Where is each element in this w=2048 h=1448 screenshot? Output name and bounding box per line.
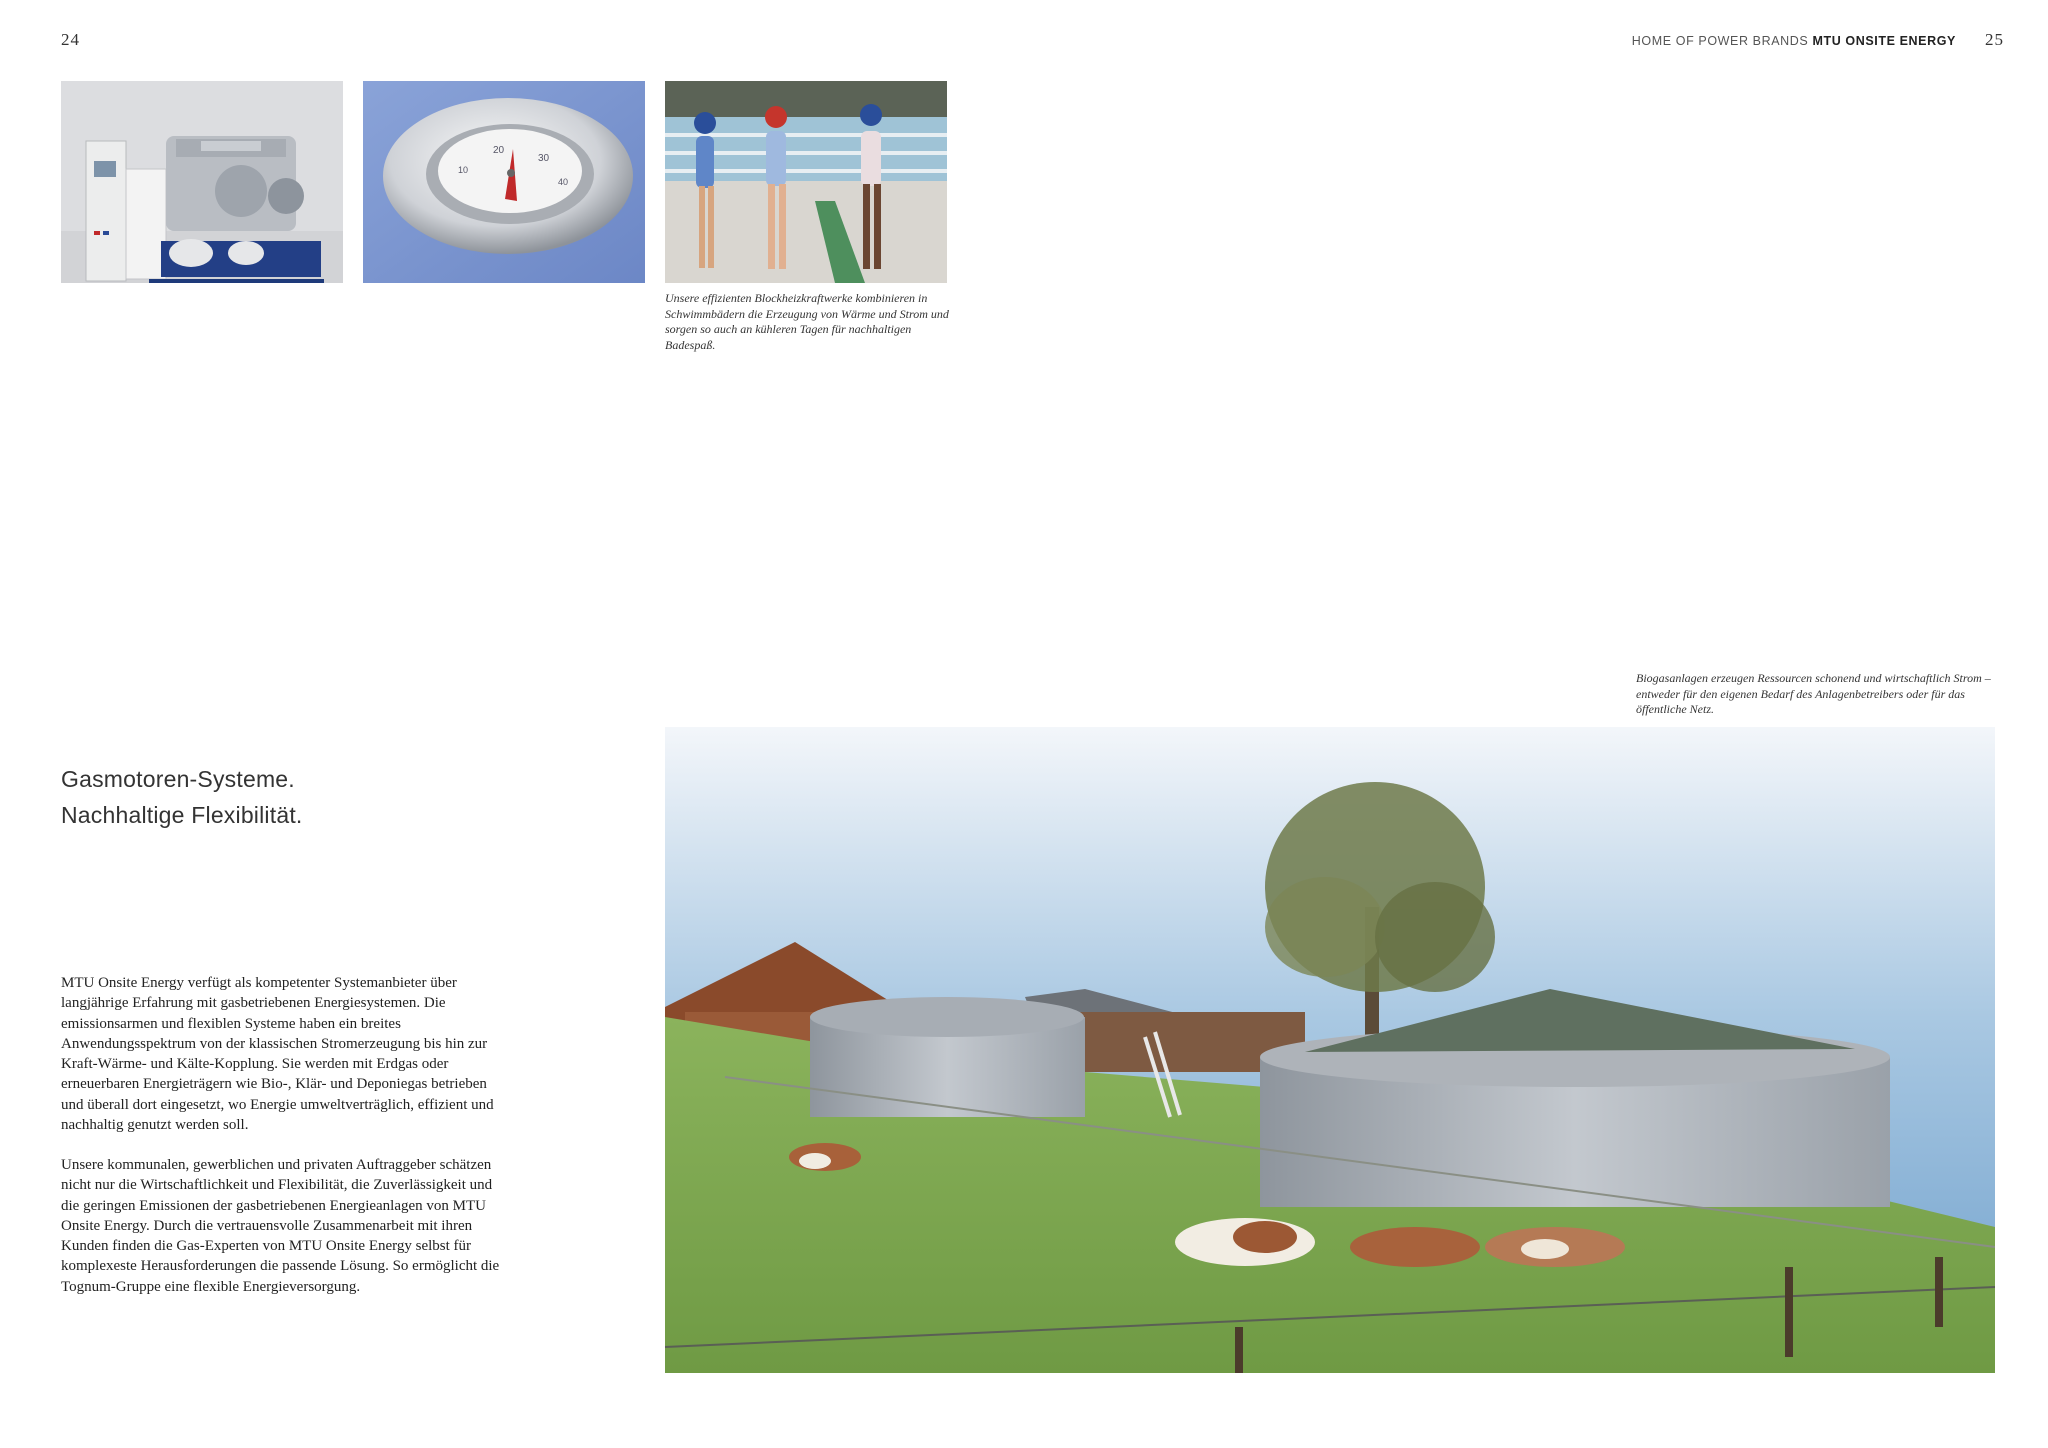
headline-line-1: Gasmotoren-Systeme. [61, 766, 295, 792]
engine-photo [61, 81, 343, 283]
caption-pool: Unsere effizienten Blockheizkraftwerke kombinieren in Schwimmbädern die Erzeugung von Wärme und Strom und sorgen so auch an kühleren Tagen für nachhaltigen Badespaß. [665, 291, 949, 352]
svg-text:10: 10 [458, 165, 469, 175]
biogas-plant-photo [665, 727, 1995, 1373]
body-paragraph-2: Unsere kommunalen, gewerblichen und privaten Auftraggeber schätzen nicht nur die Wirtschaftlichkeit und Flexibilität, die Zuverlässigkeit und die geringen Emissionen der gasbetriebenen Energieanlagen von MTU Onsite Energy. Durch die vertrauensvolle Zusammenarbeit mit ihren Kunden finden die Gas-Experten von MTU Onsite Energy selbst für komplexeste Herausforderungen die passende Lösung. So ermöglicht die Tognum-Gruppe eine flexible Energieversorgung. [61, 1157, 500, 1295]
swimmers-photo [665, 81, 947, 283]
running-header [1632, 34, 1956, 48]
section-headline [61, 761, 303, 833]
thermometer-photo [363, 81, 645, 283]
caption-biogas: Biogasanlagen erzeugen Ressourcen schonend und wirtschaftlich Strom – entweder für den eigenen Bedarf des Anlagenbetreibers oder für das öffentliche Netz. [1636, 671, 1991, 716]
page-number-left: 24 [61, 30, 80, 49]
page-number-right: 25 [1985, 30, 2004, 49]
body-paragraph-1: MTU Onsite Energy verfügt als kompetenter Systemanbieter über langjährige Erfahrung mit gasbetriebenen Energiesystemen. Die emissionsarmen und flexiblen Systeme haben ein breites Anwendungsspektrum von der klassischen Stromerzeugung bis hin zur Kraft-Wärme- und Kälte-Kopplung. Sie werden mit Erdgas oder erneuerbaren Energieträgern wie Bio-, Klär- und Deponiegas betrieben und überall dort eingesetzt, wo Energie umweltverträglich, effizient und nachhaltig genutzt werden soll. [61, 975, 494, 1134]
running-header-brand: MTU ONSITE ENERGY [1812, 34, 1956, 48]
svg-text:40: 40 [558, 177, 569, 187]
running-header-prefix: HOME OF POWER BRANDS [1631, 34, 1809, 48]
svg-text:20: 20 [493, 145, 505, 156]
svg-text:30: 30 [538, 153, 550, 164]
headline-line-2: Nachhaltige Flexibilität. [61, 802, 303, 828]
